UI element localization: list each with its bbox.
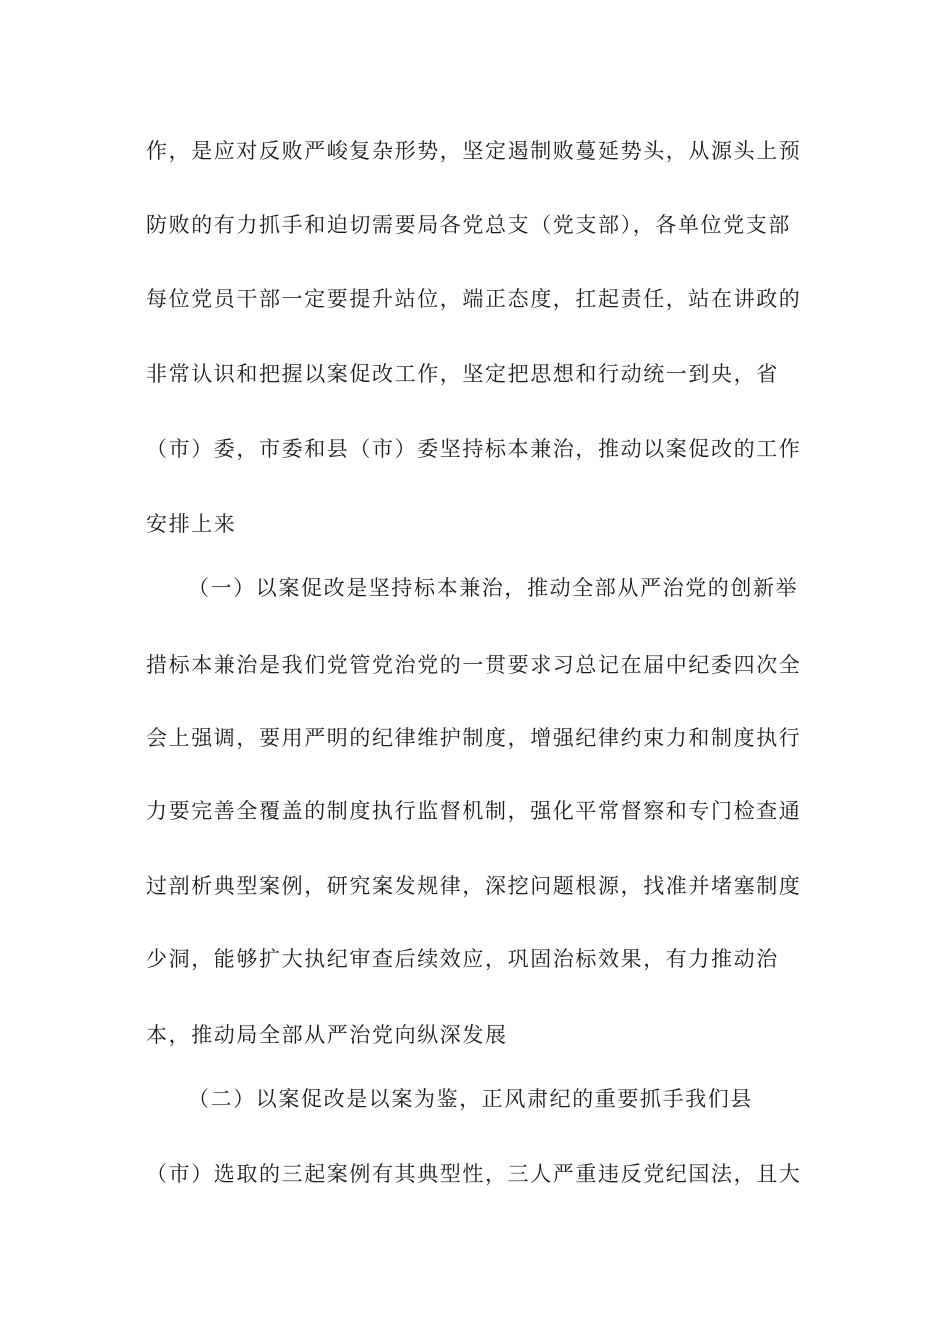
paragraph-line: 本，推动局全部从严治党向纵深发展	[146, 1023, 508, 1047]
paragraph-line: 非常认识和把握以案促改工作，坚定把思想和行动统一到央，省	[146, 362, 779, 386]
paragraph-line: 防败的有力抓手和迫切需要局各党总支（党支部），各单位党支部	[146, 213, 791, 237]
paragraph-line: 安排上来	[146, 512, 237, 536]
section-heading-line: （一）以案促改是坚持标本兼治，推动全部从严治党的创新举	[188, 576, 799, 600]
paragraph-line: 措标本兼治是我们党管党治党的一贯要求习总记在届中纪委四次全	[146, 653, 802, 677]
paragraph-line: 少洞，能够扩大执纪审查后续效应，巩固治标效果，有力推动治	[146, 947, 779, 971]
paragraph-line: 每位党员干部一定要提升站位，端正态度，扛起责任，站在讲政的	[146, 287, 802, 311]
paragraph-line: （市）选取的三起案例有其典型性，三人严重违反党纪国法，且大	[146, 1162, 802, 1186]
section-heading-line: （二）以案促改是以案为鉴，正风肃纪的重要抓手我们县	[188, 1087, 753, 1111]
paragraph-line: （市）委，市委和县（市）委坚持标本兼治，推动以案促改的工作	[146, 437, 802, 461]
paragraph-line: 过剖析典型案例，研究案发规律，深挖问题根源，找准并堵塞制度	[146, 874, 802, 898]
paragraph-line: 作，是应对反败严峻复杂形势，坚定遏制败蔓延势头，从源头上预	[146, 139, 802, 163]
paragraph-line: 会上强调，要用严明的纪律维护制度，增强纪律约束力和制度执行	[146, 726, 802, 750]
paragraph-line: 力要完善全覆盖的制度执行监督机制，强化平常督察和专门检查通	[146, 799, 802, 823]
